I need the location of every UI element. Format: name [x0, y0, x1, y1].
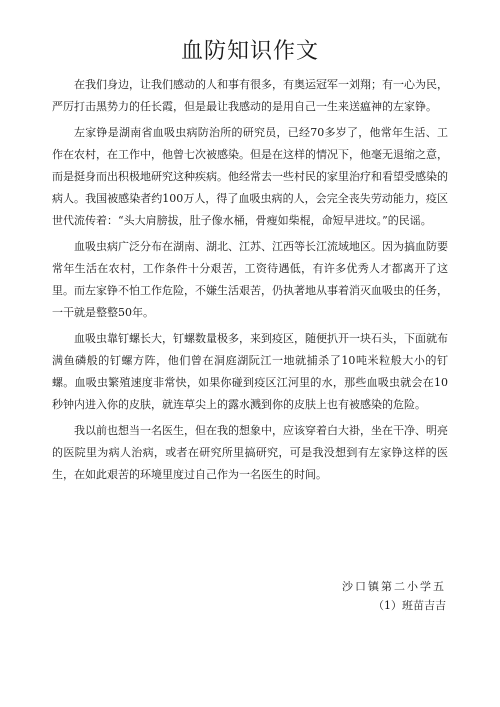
paragraph-2: 左家铮是湖南省血吸虫病防治所的研究员，已经70多岁了，他常年生活、工作在农村，在工作中，他曾七次被感染。但是在这样的情况下，他毫无退缩之意，而是挺身而出积极地研究这种疾病。他经常去一些村民的家里治疗和看望受感染的病人。我国被感染者约100万人，得了血吸虫病的人，会完全丧失劳动能力，疫区世代流传着：“头大肩膀拔，肚子像水桶，骨瘦如柴棍，命短早进坟。”的民谣。 [52, 126, 448, 227]
signature-author: （1）班苗吉吉 [373, 599, 446, 612]
document-title: 血防知识作文 [180, 39, 319, 64]
paragraph-3: 血吸虫病广泛分布在湖南、湖北、江苏、江西等长江流域地区。因为搞血防要常年生活在农村，工作条件十分艰苦，工资待遇低，有许多优秀人才都离开了这里。而左家铮不怕工作危险，不嫌生活艰苦，仍执著地从事着消灭血吸虫的任务，一干就是整整50年。 [52, 240, 448, 319]
signature-school: 沙口镇第二小学五 [342, 580, 446, 593]
paragraph-5: 我以前也想当一名医生，但在我的想象中，应该穿着白大褂，坐在干净、明亮的医院里为病人治病，或者在研究所里搞研究，可是我没想到有左家铮这样的医生，在如此艰苦的环境里度过自己作为一名医生的时间。 [52, 424, 448, 481]
paragraph-1: 在我们身边，让我们感动的人和事有很多，有奥运冠军一刘翔；有一心为民，严厉打击黑势力的任长霞，但是最让我感动的是用自己一生来送瘟神的左家铮。 [52, 78, 448, 113]
signature-block [342, 577, 446, 615]
paragraph-4: 血吸虫靠钉螺长大，钉螺数量极多，来到疫区，随便扒开一块石头，下面就布满鱼磷般的钉螺方阵，他们曾在洞庭湖阮江一地就捕杀了10吨米粒般大小的钉螺。血吸虫繁殖速度非常快，如果你碰到疫区江河里的水，那些血吸虫就会在10秒钟内进入你的皮肤，就连草尖上的露水溅到你的皮肤上也有被感染的危险。 [52, 332, 448, 411]
